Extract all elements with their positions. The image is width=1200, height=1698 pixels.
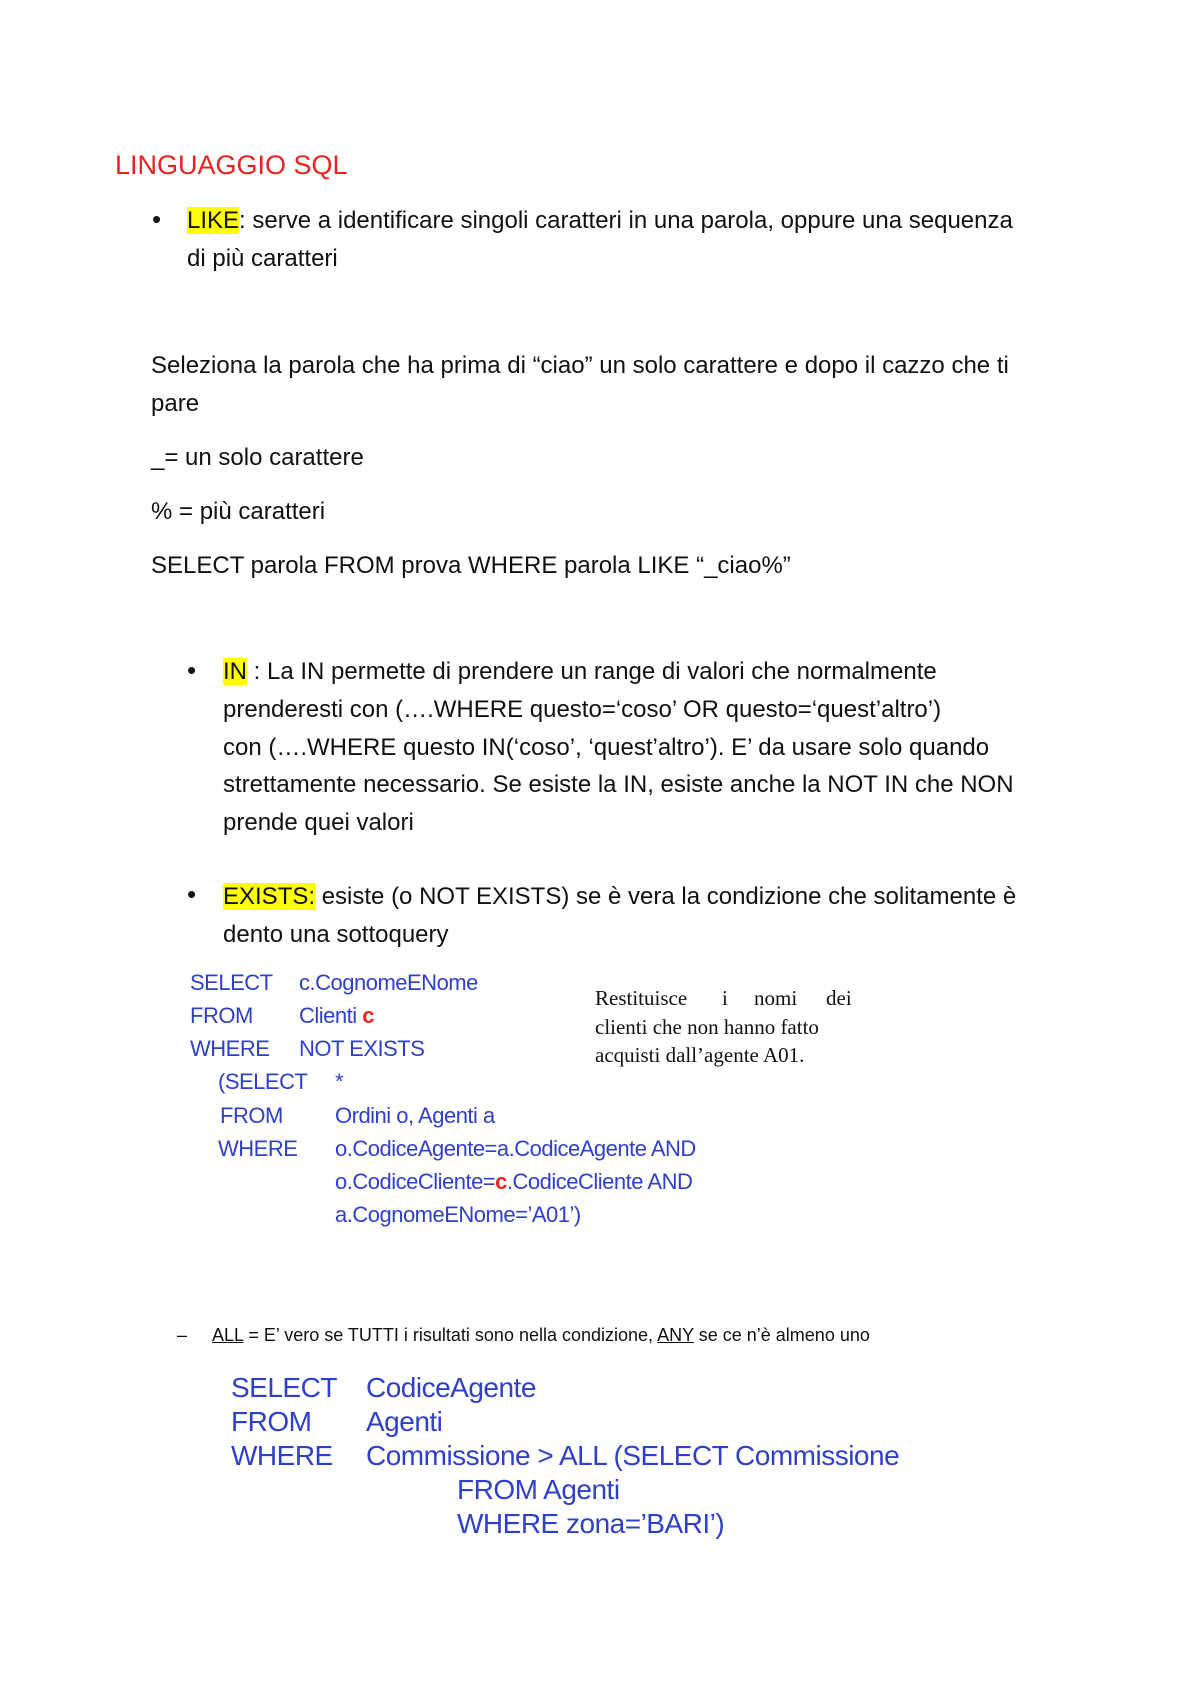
- code-cond-2-pre: o.CodiceCliente=: [335, 1169, 496, 1194]
- all-text-1: = E’ vero se TUTTI i risultati sono nella condizione,: [243, 1325, 658, 1345]
- dash-icon: –: [177, 1325, 188, 1345]
- all-code-where-val: Commissione > ALL (SELECT Commissione: [366, 1440, 900, 1471]
- like-label: LIKE: [187, 207, 240, 234]
- code-sub-where-kw: WHERE: [218, 1136, 298, 1161]
- exists-line-1: [223, 885, 1016, 909]
- exists-line-2: dento una sottoquery: [223, 921, 449, 948]
- code-select-val: c.CognomeENome: [299, 970, 478, 995]
- all-code-select-kw: SELECT: [231, 1372, 337, 1403]
- exists-text: esiste (o NOT EXISTS) se è vera la condizione che solitamente è: [315, 883, 1017, 910]
- code-sub-where-val: o.CodiceAgente=a.CodiceAgente AND: [335, 1136, 696, 1161]
- in-label: IN: [223, 658, 247, 685]
- note-word-1: Restituisce: [595, 986, 688, 1010]
- in-line-3: con (….WHERE questo IN(‘coso’, ‘quest’altro’). E’ da usare solo quando: [223, 734, 990, 761]
- all-code-where-kw: WHERE: [231, 1440, 333, 1471]
- underscore-rule: _= un solo carattere: [151, 444, 364, 471]
- in-line-1: [223, 660, 937, 684]
- code-sub-from-kw: FROM: [220, 1103, 283, 1128]
- exists-label: EXISTS:: [223, 883, 316, 910]
- code-where-val: NOT EXISTS: [299, 1036, 425, 1061]
- in-line-2: prenderesti con (….WHERE questo=‘coso’ OR questo=‘quest’altro’): [223, 696, 942, 723]
- note-word-3: nomi: [754, 986, 798, 1010]
- like-query: SELECT parola FROM prova WHERE parola LIKE “_ciao%”: [151, 552, 791, 579]
- bullet-icon: •: [187, 655, 197, 685]
- in-text: : La IN permette di prendere un range di valori che normalmente: [247, 658, 937, 685]
- in-line-4: strettamente necessario. Se esiste la IN, esiste anche la NOT IN che NON: [223, 771, 1014, 798]
- all-code-sub-where: WHERE zona=’BARI’): [457, 1508, 725, 1539]
- code-cond-3: a.CognomeENome=’A01’): [335, 1202, 581, 1227]
- note-word-2: i: [722, 986, 728, 1010]
- all-line: [212, 1326, 870, 1344]
- all-code-from-kw: FROM: [231, 1406, 312, 1437]
- percent-rule: % = più caratteri: [151, 498, 326, 525]
- all-text-2: se ce n’è almeno uno: [693, 1325, 870, 1345]
- desc-line-2: pare: [151, 390, 200, 417]
- code-from-kw: FROM: [190, 1003, 253, 1028]
- code-select-kw: SELECT: [190, 970, 273, 995]
- code-from-table: Clienti: [299, 1003, 357, 1028]
- like-line-1: [187, 209, 1013, 233]
- like-line-2: di più caratteri: [187, 245, 338, 272]
- code-cond-2-alias: c: [495, 1169, 507, 1194]
- code-cond-2: [335, 1171, 692, 1193]
- note-word-4: dei: [826, 986, 852, 1010]
- like-text: : serve a identificare singoli caratteri in una parola, oppure una sequenza: [239, 207, 1013, 234]
- code-from-alias: c: [362, 1003, 375, 1028]
- bullet-icon: •: [152, 204, 162, 234]
- code-sub-from-val: Ordini o, Agenti a: [335, 1103, 495, 1128]
- code-from-val: [299, 1005, 374, 1027]
- note-line-2: clienti che non hanno fatto: [595, 1015, 819, 1039]
- code-sub-select-kw: (SELECT: [218, 1069, 308, 1094]
- any-label: ANY: [657, 1325, 694, 1345]
- in-line-5: prende quei valori: [223, 809, 414, 836]
- all-label: ALL: [212, 1325, 244, 1345]
- code-cond-2-post: .CodiceCliente AND: [506, 1169, 693, 1194]
- code-where-kw: WHERE: [190, 1036, 270, 1061]
- all-code-sub-from: FROM Agenti: [457, 1474, 620, 1505]
- all-code-select-val: CodiceAgente: [366, 1372, 536, 1403]
- desc-line-1: Seleziona la parola che ha prima di “ciao” un solo carattere e dopo il cazzo che ti: [151, 352, 1009, 379]
- page-title: LINGUAGGIO SQL: [115, 150, 348, 180]
- code-sub-select-val: *: [335, 1069, 344, 1094]
- bullet-icon: •: [187, 879, 197, 909]
- note-line-3: acquisti dall’agente A01.: [595, 1043, 805, 1067]
- all-code-from-val: Agenti: [366, 1406, 443, 1437]
